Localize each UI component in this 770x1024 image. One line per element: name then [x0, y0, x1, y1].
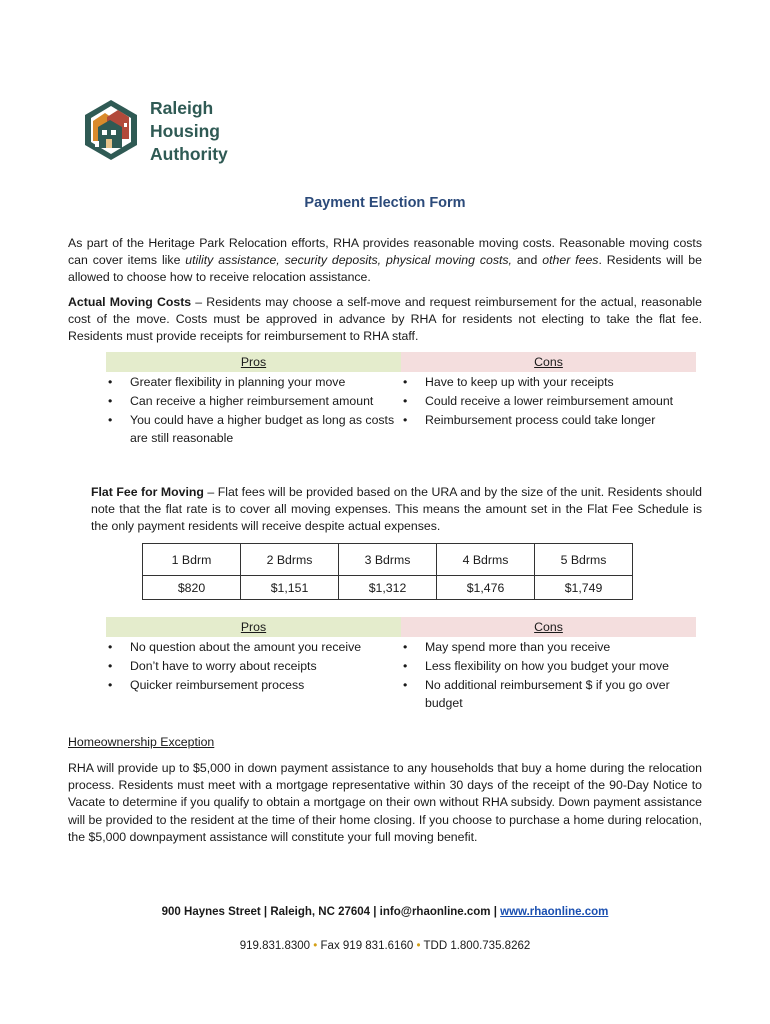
footer-phone: 919.831.8300 [239, 940, 311, 952]
footer-phones [0, 940, 770, 952]
intro-italic: utility assistance, security deposits, physical moving costs, [185, 253, 512, 268]
flat-fee-label: Flat Fee for Moving [91, 485, 204, 499]
table-cell: $1,749 [535, 576, 633, 600]
list-item: • Could receive a lower reimbursement amount [401, 392, 696, 410]
homeownership-heading: Homeownership Exception [68, 735, 215, 749]
actual-pros-list [106, 373, 401, 448]
flat-cons-list [401, 638, 696, 713]
intro-text-a: As part of the Heritage Park Relocation efforts, RHA provides reasonable moving costs. Reasonable moving costs can cover items like [68, 236, 702, 268]
flat-fee-table [142, 543, 633, 600]
list-item: • May spend more than you receive [401, 638, 696, 656]
flat-pros-cons [106, 617, 696, 713]
intro-text-b: and [511, 253, 543, 268]
intro-paragraph [68, 235, 702, 287]
homeownership-paragraph: RHA will provide up to $5,000 in down payment assistance to any households that buy a home during the relocation process. Residents must meet with a mortgage representative within 30 days of the receipt of the 90-Day Notice to Vacate to determine if you qualify to obtain a mortgage on their own without RHA subsidy. Down payment assistance will be provided to the resident at the time of their home closing. If you choose to purchase a home during relocation, the $5,000 downpayment assistance will constitute your full moving benefit. [68, 761, 702, 844]
footer-fax: Fax 919 831.6160 [320, 940, 414, 952]
flat-cons-header: Cons [401, 617, 696, 637]
table-cell: $1,312 [339, 576, 437, 600]
flat-fee-paragraph [91, 484, 702, 536]
list-item: • No additional reimbursement $ if you go over budget [401, 676, 696, 712]
org-name [150, 97, 228, 166]
list-item: • Greater flexibility in planning your move [106, 373, 401, 391]
house-logo-icon [84, 99, 138, 161]
list-item: • You could have a higher budget as long as costs are still reasonable [106, 411, 401, 447]
org-name-line3: Authority [150, 144, 228, 164]
footer-tdd: TDD 1.800.735.8262 [423, 940, 531, 952]
list-item: • Less flexibility on how you budget your move [401, 657, 696, 675]
org-logo [84, 97, 254, 167]
table-cell: $1,151 [241, 576, 339, 600]
actual-pros-header: Pros [106, 352, 401, 372]
table-cell: $820 [143, 576, 241, 600]
flat-pros-list [106, 638, 401, 713]
footer-contact [0, 906, 770, 918]
list-item: • No question about the amount you receive [106, 638, 401, 656]
footer-address: 900 Haynes Street | Raleigh, NC 27604 | info@rhaonline.com | [161, 906, 501, 918]
page-title: Payment Election Form [304, 195, 466, 211]
table-header-cell: 1 Bdrm [143, 544, 241, 576]
website-link[interactable]: www.rhaonline.com [500, 906, 609, 918]
list-item: • Reimbursement process could take longer [401, 411, 696, 429]
list-item: • Quicker reimbursement process [106, 676, 401, 694]
table-header-cell: 3 Bdrms [339, 544, 437, 576]
table-header-cell: 5 Bdrms [535, 544, 633, 576]
table-cell: $1,476 [437, 576, 535, 600]
list-item: • Don’t have to worry about receipts [106, 657, 401, 675]
bullet-separator: • [313, 940, 318, 952]
list-item: • Have to keep up with your receipts [401, 373, 696, 391]
actual-costs-text: – Residents may choose a self-move and request reimbursement for the actual, reasonable cost of the move. Costs must be approved in advance by RHA for residents not electing to take the flat fee. Residents must provide receipts for reimbursement to RHA staff. [68, 295, 702, 344]
actual-costs-label: Actual Moving Costs [68, 295, 192, 309]
actual-pros-cons [106, 352, 696, 448]
flat-fee-text: – Flat fees will be provided based on the URA and by the size of the unit. Residents should note that the flat rate is to cover all moving expenses. This means the amount set in the Flat Fee Schedule is the only payment residents will receive despite actual expenses. [91, 485, 702, 534]
intro-italic2: other fees [542, 253, 599, 268]
table-header-cell: 2 Bdrms [241, 544, 339, 576]
list-item: • Can receive a higher reimbursement amount [106, 392, 401, 410]
org-name-line2: Housing [150, 121, 220, 141]
org-name-line1: Raleigh [150, 98, 214, 118]
actual-cons-header: Cons [401, 352, 696, 372]
actual-costs-paragraph [68, 294, 702, 346]
flat-pros-header: Pros [106, 617, 401, 637]
bullet-separator: • [416, 940, 421, 952]
actual-cons-list [401, 373, 696, 448]
intro-text-c: . Residents will be allowed to choose how to receive relocation assistance. [68, 253, 702, 285]
table-header-cell: 4 Bdrms [437, 544, 535, 576]
